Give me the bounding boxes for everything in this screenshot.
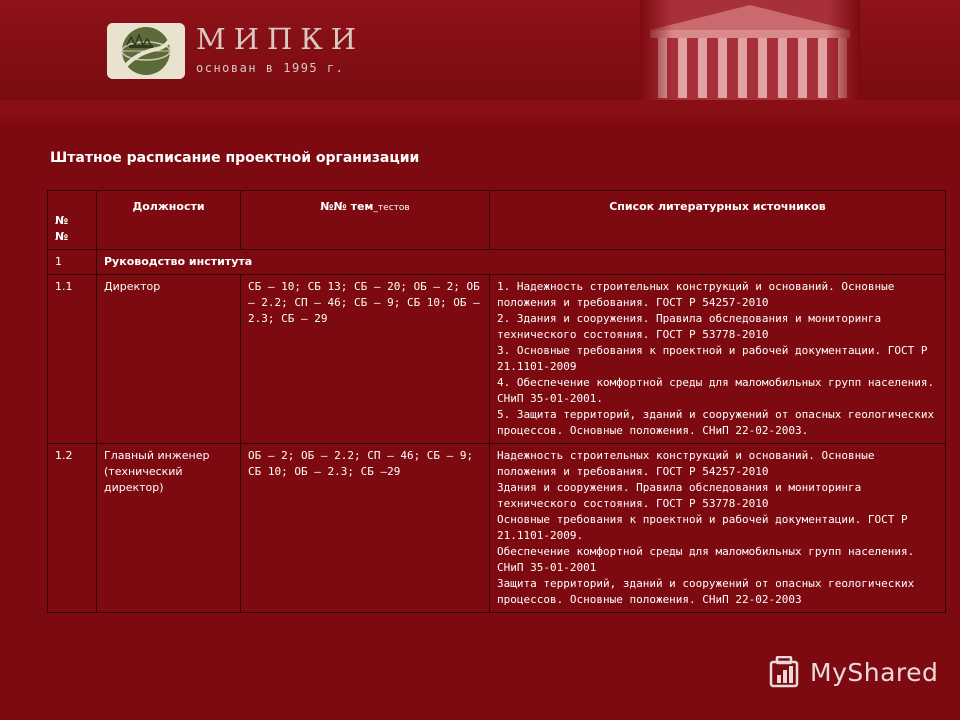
institute-logo — [107, 23, 185, 79]
brand-name: МИПКИ — [196, 22, 365, 56]
column-header-tests-main: №№ тем — [320, 200, 374, 213]
section-label: Руководство института — [97, 250, 946, 275]
row-position: Директор — [97, 275, 241, 444]
section-row — [48, 250, 946, 275]
table-header-row — [48, 191, 946, 250]
section-number: 1 — [48, 250, 97, 275]
row-tests: ОБ – 2; ОБ – 2.2; СП – 46; СБ – 9; СБ 10; ОБ – 2.3; СБ –29 — [241, 444, 490, 613]
row-number: 1.1 — [48, 275, 97, 444]
row-sources: Надежность строительных конструкций и оснований. Основные положения и требования. ГОСТ Р 54257-2010 Здания и сооружения. Правила обследования и мониторинга технического состояния. ГОСТ Р 53778-2010 Основные требования к проектной и рабочей документации. ГОСТ Р 21.1101-2009. Обеспечение комфортной среды для маломобильных групп населения. СНиП 35-01-2001 Защита территорий, зданий и сооружений от опасных геологических процессов. Основные положения. СНиП 22-02-2003 — [490, 444, 946, 613]
staff-table — [47, 190, 946, 613]
table-row — [48, 444, 946, 613]
row-position: Главный инженер (технический директор) — [97, 444, 241, 613]
column-header-number: № № — [48, 191, 97, 250]
brand-subtitle: основан в 1995 г. — [196, 61, 345, 75]
globe-logo-icon — [107, 23, 185, 79]
header-banner — [0, 0, 960, 101]
column-header-tests-small: _тестов — [373, 203, 410, 213]
row-tests: СБ – 10; СБ 13; СБ – 20; ОБ – 2; ОБ – 2.2; СП – 46; СБ – 9; СБ 10; ОБ – 2.3; СБ – 29 — [241, 275, 490, 444]
header-glow — [0, 100, 960, 130]
page-title: Штатное расписание проектной организации — [50, 150, 420, 166]
row-number: 1.2 — [48, 444, 97, 613]
row-sources: 1. Надежность строительных конструкций и оснований. Основные положения и требования. ГОСТ Р 54257-2010 2. Здания и сооружения. Правила обследования и мониторинга технического состояния. ГОСТ Р 53778-2010 3. Основные требования к проектной и рабочей документации. ГОСТ Р 21.1101-2009 4. Обеспечение комфортной среды для маломобильных групп населения. СНиП 35-01-2001. 5. Защита территорий, зданий и сооружений от опасных геологических процессов. Основные положения. СНиП 22-02-2003. — [490, 275, 946, 444]
column-header-tests — [241, 191, 490, 250]
colonnade-image — [640, 0, 860, 100]
column-header-sources: Список литературных источников — [490, 191, 946, 250]
watermark — [768, 656, 948, 692]
table-row — [48, 275, 946, 444]
column-header-positions: Должности — [97, 191, 241, 250]
myshared-logo-icon — [768, 656, 804, 692]
watermark-text: MyShared — [810, 658, 939, 687]
